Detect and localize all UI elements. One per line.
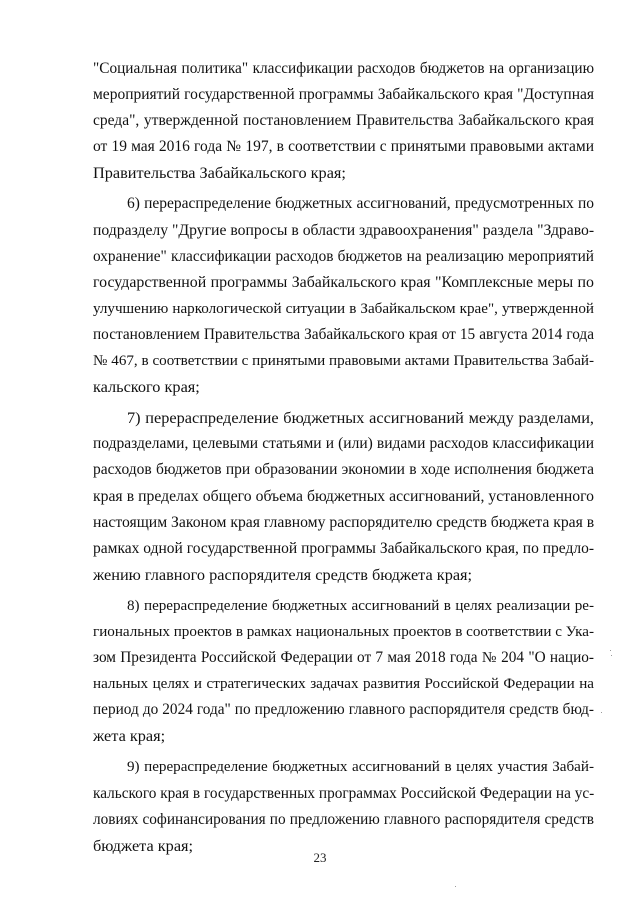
text-line: 7) перераспределение бюджетных ассигнований между разделами,: [127, 408, 594, 428]
text-line: № 467, в соответствии с принятыми правовыми актами Правительства Забай-: [93, 353, 594, 370]
text-line: 8) перераспределение бюджетных ассигнований в целях реализации ре-: [127, 597, 594, 614]
text-line: бюджета края;: [93, 835, 194, 855]
text-line: государственной программы Забайкальского края "Комплексные меры по: [93, 273, 594, 291]
body-text: [93, 56, 594, 859]
text-line: края в пределах общего объема бюджетных ассигнований, установленного: [93, 487, 594, 505]
text-line: период до 2024 года" по предложению главного распорядителя средств бюд-: [93, 701, 594, 719]
text-line: подразделами, целевыми статьями и (или) видами расходов классификации: [93, 435, 594, 453]
scan-speck: [601, 712, 602, 713]
paragraph-item-9: [93, 754, 594, 858]
scan-speck: [611, 655, 612, 656]
text-line: мероприятий государственной программы Забайкальского края "Доступная: [93, 86, 594, 104]
scan-speck: [610, 650, 611, 651]
paragraph-item-6: [93, 191, 594, 400]
text-line: настоящим Законом края главному распорядителю средств бюджета края в: [93, 513, 595, 531]
text-line: зом Президента Российской Федерации от 7 мая 2018 года № 204 "О нацио-: [93, 649, 594, 667]
text-line: среда", утвержденной постановлением Правительства Забайкальского края: [93, 112, 594, 130]
scan-speck: [455, 886, 456, 887]
text-line: 9) перераспределение бюджетных ассигнований в целях участия Забай-: [127, 759, 594, 776]
text-line: улучшению наркологической ситуации в Забайкальском крае", утвержденной: [93, 300, 594, 317]
text-line: жению главного распорядителя средств бюджета края;: [93, 564, 473, 584]
text-line: жета края;: [93, 726, 166, 746]
text-line: кальского края;: [93, 377, 200, 397]
text-line: охранение" классификации расходов бюджетов на реализацию мероприятий: [93, 247, 594, 265]
text-line: рамках одной государственной программы Забайкальского края, по предло-: [93, 539, 594, 557]
paragraph-item-7: [93, 405, 594, 588]
page-number: 23: [313, 850, 327, 865]
text-line: постановлением Правительства Забайкальского края от 15 августа 2014 года: [93, 325, 594, 343]
text-line: "Социальная политика" классификации расходов бюджетов на организацию: [93, 60, 594, 77]
paragraph-item-5-continuation: [93, 56, 594, 186]
paragraph-item-8: [93, 593, 594, 750]
text-line: расходов бюджетов при образовании экономии в ходе исполнения бюджета: [93, 461, 594, 479]
text-line: нальных целях и стратегических задачах развития Российской Федерации на: [93, 676, 594, 693]
text-line: подразделу "Другие вопросы в области здравоохранения" раздела "Здраво-: [93, 221, 595, 239]
text-line: ловиях софинансирования по предложению главного распорядителя средств: [93, 810, 594, 828]
text-line: гиональных проектов в рамках национальных проектов в соответствии с Ука-: [93, 623, 594, 640]
text-line: Правительства Забайкальского края;: [93, 163, 346, 183]
text-line: от 19 мая 2016 года № 197, в соответствии с принятыми правовыми актами: [93, 138, 594, 156]
text-line: 6) перераспределение бюджетных ассигнований, предусмотренных по: [127, 195, 594, 213]
text-line: кальского края в государственных программах Российской Федерации на ус-: [93, 784, 595, 802]
